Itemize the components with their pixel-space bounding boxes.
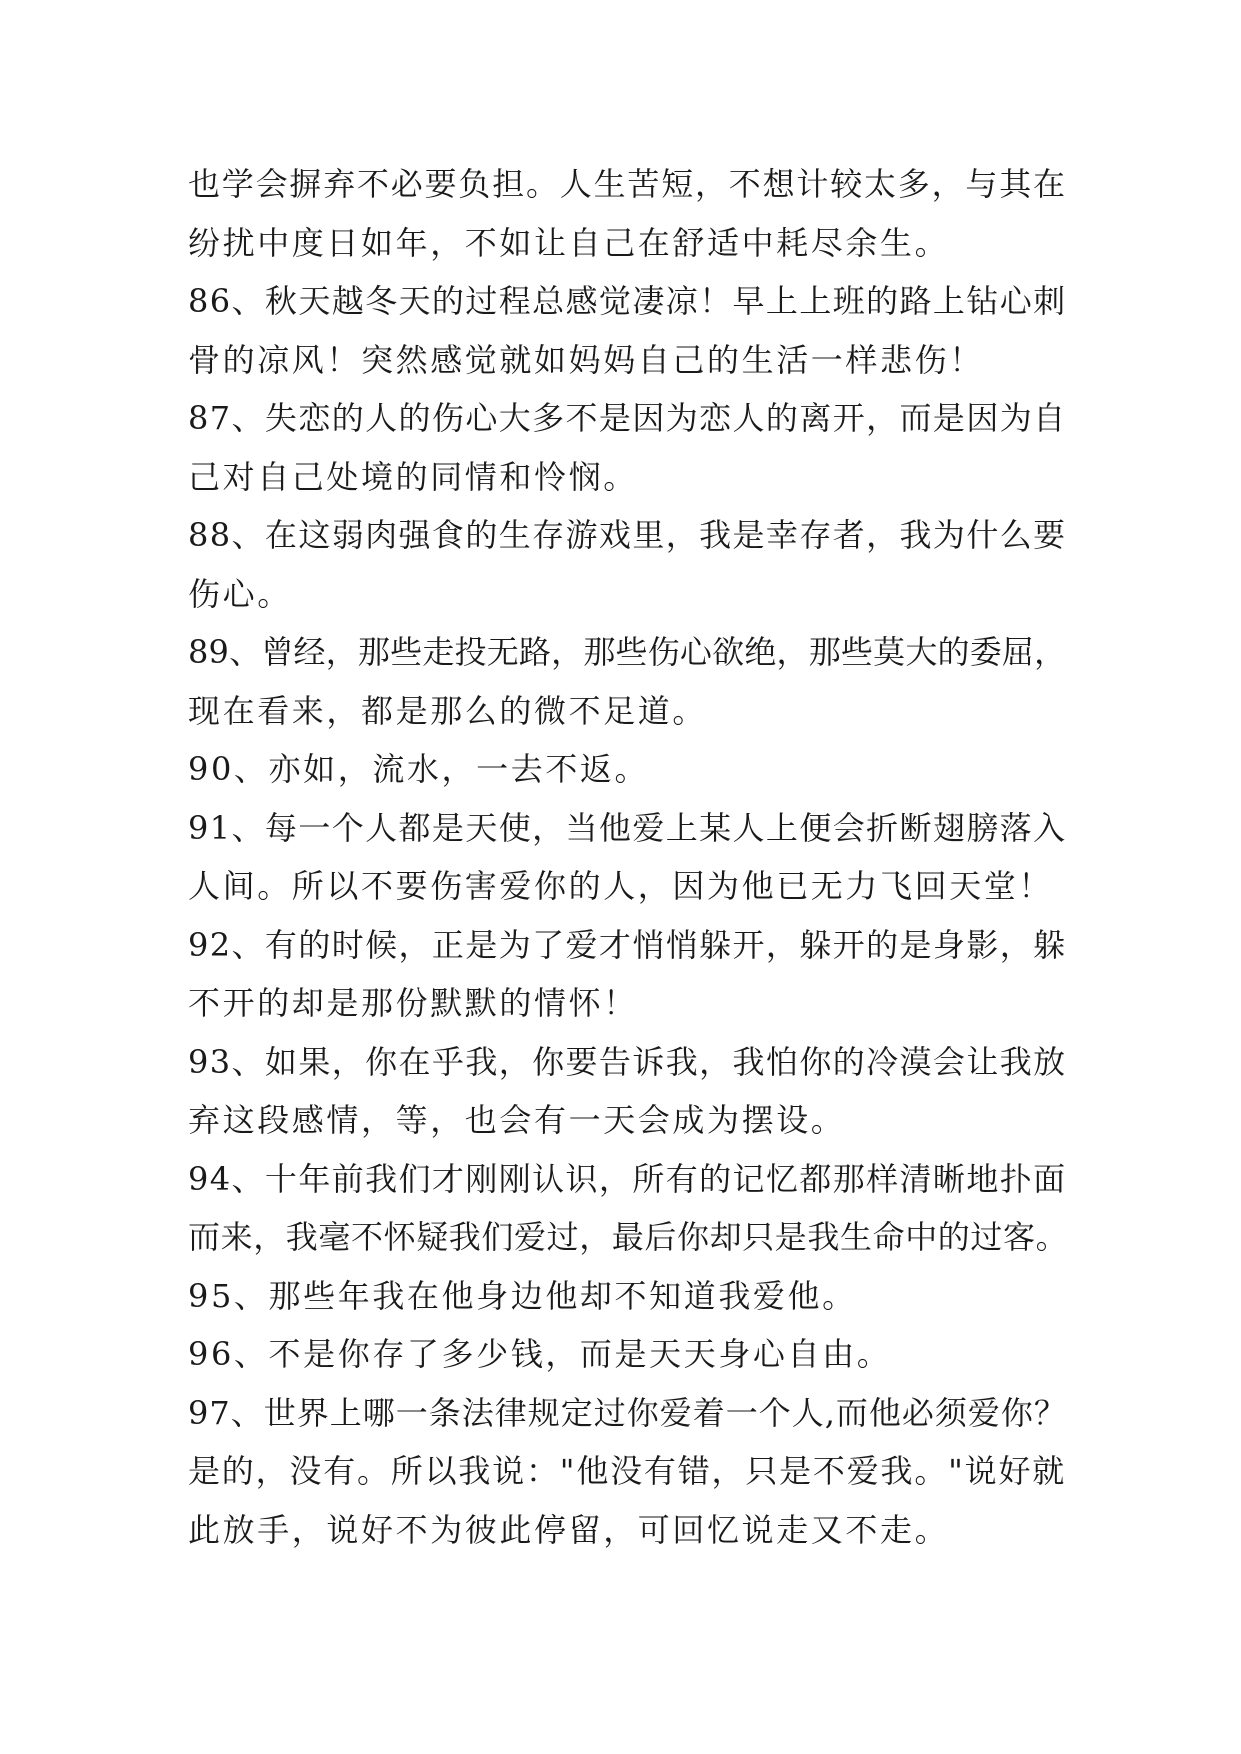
text-line: 人间。所以不要伤害爱你的人，因为他已无力飞回天堂！: [188, 867, 1054, 905]
text-line: 是的，没有。所以我说："他没有错，只是不爱我。"说好就: [188, 1452, 1067, 1490]
text-line: 此放手，说好不为彼此停留，可回忆说走又不走。: [188, 1510, 950, 1549]
text-line: 伤心。: [188, 574, 292, 613]
text-line: 纷扰中度日如年，不如让自己在舒适中耗尽余生。: [188, 223, 950, 262]
document-body: [188, 155, 1068, 1559]
text-line: 己对自己处境的同情和怜悯。: [188, 457, 638, 496]
text-line: 现在看来，都是那么的微不足道。: [188, 691, 708, 730]
text-line: 88、在这弱肉强食的生存游戏里，我是幸存者，我为什么要: [188, 516, 1067, 554]
text-line: 93、如果，你在乎我，你要告诉我，我怕你的冷漠会让我放: [188, 1042, 1067, 1081]
text-line: 89、曾经，那些走投无路，那些伤心欲绝，那些莫大的委屈，: [188, 633, 1067, 671]
text-line: 也学会摒弃不必要负担。人生苦短，不想计较太多，与其在: [188, 165, 1067, 203]
text-line: 97、世界上哪一条法律规定过你爱着一个人,而他必须爱你？: [188, 1393, 1067, 1432]
text-line: 弃这段感情，等，也会有一天会成为摆设。: [188, 1101, 846, 1139]
text-line: 86、秋天越冬天的过程总感觉凄凉！早上上班的路上钻心刺: [188, 282, 1067, 320]
text-line: 94、十年前我们才刚刚认识，所有的记忆都那样清晰地扑面: [188, 1159, 1067, 1198]
text-line: 95、那些年我在他身边他却不知道我爱他。: [188, 1276, 857, 1315]
text-line: 87、失恋的人的伤心大多不是因为恋人的离开，而是因为自: [188, 399, 1067, 437]
text-line: 91、每一个人都是天使，当他爱上某人上便会折断翅膀落入: [188, 808, 1067, 847]
text-line: 而来，我毫不怀疑我们爱过，最后你却只是我生命中的过客。: [188, 1218, 1069, 1256]
text-line: 92、有的时候，正是为了爱才悄悄躲开，躲开的是身影，躲: [188, 925, 1067, 964]
text-line: 骨的凉风！突然感觉就如妈妈自己的生活一样悲伤！: [188, 340, 984, 379]
text-line: 不开的却是那份默默的情怀！: [188, 984, 638, 1022]
text-line: 96、不是你存了多少钱，而是天天身心自由。: [188, 1335, 892, 1373]
text-line: 90、亦如，流水，一去不返。: [188, 750, 650, 788]
